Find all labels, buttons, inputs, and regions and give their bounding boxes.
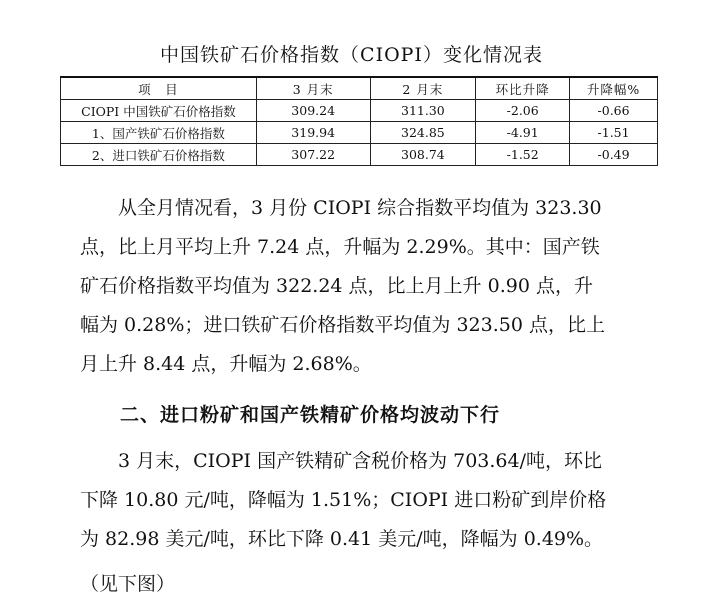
- text-line: 幅为 0.28%；进口铁矿石价格指数平均值为 323.50 点，比上: [80, 314, 605, 336]
- paragraph-ore-prices: [80, 442, 640, 559]
- table-header-row: [61, 77, 658, 100]
- row-label: 2、进口铁矿石价格指数: [61, 144, 257, 166]
- table-title: 中国铁矿石价格指数（CIOPI）变化情况表: [160, 44, 543, 66]
- cell-value: -0.49: [570, 144, 658, 166]
- text-line: 月上升 8.44 点，升幅为 2.68%。: [80, 353, 372, 375]
- row-label: CIOPI 中国铁矿石价格指数: [61, 100, 257, 122]
- cell-value: 319.94: [256, 122, 370, 144]
- text-line: 3 月末，CIOPI 国产铁精矿含税价格为 703.64/吨，环比: [80, 450, 603, 472]
- cell-value: -4.91: [476, 122, 570, 144]
- header-march-end: 3 月末: [256, 77, 370, 100]
- cell-value: 308.74: [370, 144, 476, 166]
- price-index-table: [60, 76, 658, 166]
- table-row: [61, 100, 658, 122]
- text-line: 点，比上月平均上升 7.24 点，升幅为 2.29%。其中：国产铁: [80, 236, 600, 258]
- text-line: 下降 10.80 元/吨，降幅为 1.51%；CIOPI 进口粉矿到岸价格: [80, 489, 607, 511]
- header-item: 项 目: [61, 77, 257, 100]
- cell-value: -1.52: [476, 144, 570, 166]
- header-feb-end: 2 月末: [370, 77, 476, 100]
- cell-value: 307.22: [256, 144, 370, 166]
- cell-value: 309.24: [256, 100, 370, 122]
- table-row: [61, 122, 658, 144]
- section-heading: 二、进口粉矿和国产铁精矿价格均波动下行: [120, 404, 501, 426]
- cell-value: -0.66: [570, 100, 658, 122]
- row-label: 1、国产铁矿石价格指数: [61, 122, 257, 144]
- table-row: [61, 144, 658, 166]
- cell-value: 324.85: [370, 122, 476, 144]
- note-text: （见下图）: [80, 573, 176, 595]
- text-line: 矿石价格指数平均值为 322.24 点，比上月上升 0.90 点，升: [80, 275, 593, 297]
- text-line: 为 82.98 美元/吨，环比下降 0.41 美元/吨，降幅为 0.49%。: [80, 528, 604, 550]
- cell-value: 311.30: [370, 100, 476, 122]
- see-figure-note: [80, 565, 640, 604]
- paragraph-monthly-summary: [80, 189, 640, 384]
- cell-value: -2.06: [476, 100, 570, 122]
- header-change: 环比升降: [476, 77, 570, 100]
- cell-value: -1.51: [570, 122, 658, 144]
- header-change-pct: 升降幅%: [570, 77, 658, 100]
- text-line: 从全月情况看，3 月份 CIOPI 综合指数平均值为 323.30: [80, 197, 602, 219]
